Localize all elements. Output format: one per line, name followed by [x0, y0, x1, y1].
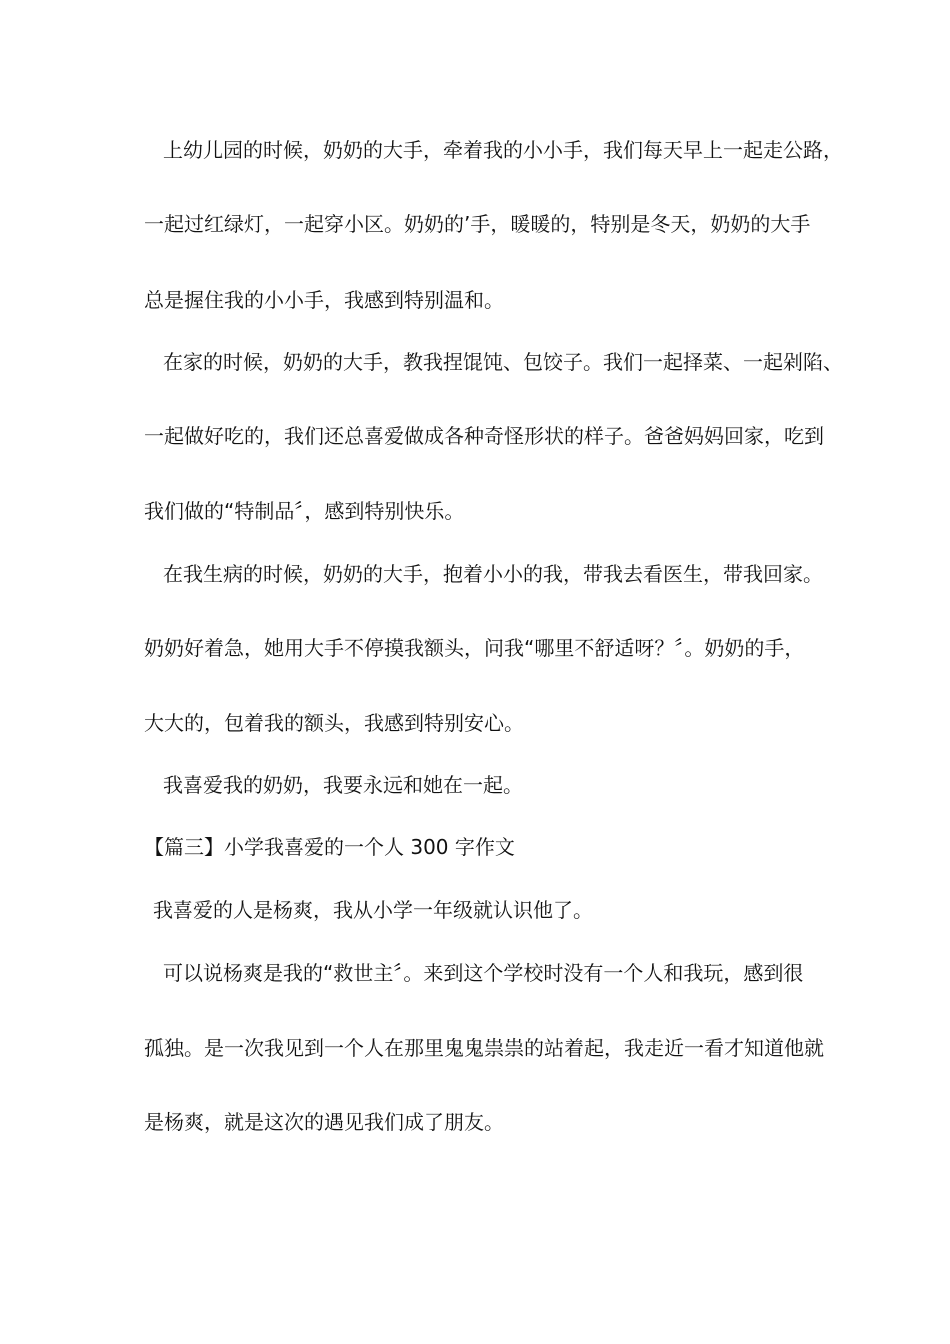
paragraph-line: 孤独。是一次我见到一个人在那里鬼鬼祟祟的站着起，我走近一看才知道他就 [144, 1036, 824, 1060]
paragraph-line: 奶奶好着急，她用大手不停摸我额头，问我“哪里不舒适呀？〞。奶奶的手， [144, 636, 805, 660]
section-heading: 【篇三】小学我喜爱的一个人 300 字作文 [144, 835, 515, 859]
paragraph-line: 大大的，包着我的额头，我感到特别安心。 [144, 711, 524, 735]
paragraph-line: 我喜爱的人是杨爽，我从小学一年级就认识他了。 [153, 898, 593, 922]
paragraph-line: 一起过红绿灯，一起穿小区。奶奶的’手，暖暖的，特别是冬天，奶奶的大手 [144, 212, 811, 236]
paragraph-line: 是杨爽，就是这次的遇见我们成了朋友。 [144, 1110, 504, 1134]
paragraph-line: 总是握住我的小小手，我感到特别温和。 [144, 288, 504, 312]
paragraph-line: 可以说杨爽是我的“救世主〞。来到这个学校时没有一个人和我玩，感到很 [163, 961, 804, 985]
paragraph-line: 在我生病的时候，奶奶的大手，抱着小小的我，带我去看医生，带我回家。 [163, 562, 823, 586]
paragraph-line: 我喜爱我的奶奶，我要永远和她在一起。 [163, 773, 523, 797]
paragraph-line: 一起做好吃的，我们还总喜爱做成各种奇怪形状的样子。爸爸妈妈回家，吃到 [144, 424, 824, 448]
paragraph-line: 上幼儿园的时候，奶奶的大手，牵着我的小小手，我们每天早上一起走公路， [163, 138, 843, 162]
paragraph-line: 在家的时候，奶奶的大手，教我捏馄饨、包饺子。我们一起择菜、一起剁陷、 [163, 350, 843, 374]
paragraph-line: 我们做的“特制品〞，感到特别快乐。 [144, 499, 465, 523]
